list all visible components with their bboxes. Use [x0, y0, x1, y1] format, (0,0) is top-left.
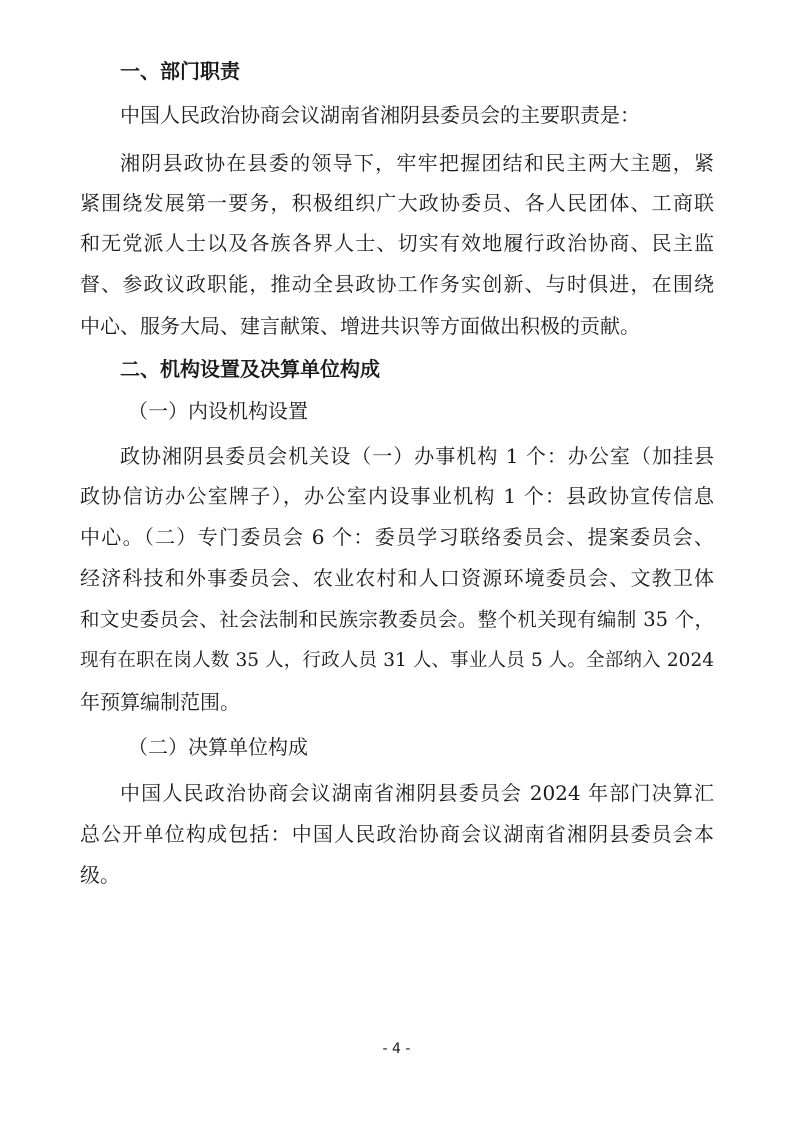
- paragraph-line: 中国人民政治协商会议湖南省湘阴县委员会的主要职责是：: [120, 103, 640, 127]
- paragraph-line: 中国人民政治协商会议湖南省湘阴县委员会 2024 年部门决算汇: [120, 781, 714, 805]
- subsection-heading-budget-units: （二）决算单位构成: [128, 735, 308, 759]
- paragraph-line: 督、参政议政职能，推动全县政协工作务实创新、与时俱进，在围绕: [80, 272, 714, 296]
- paragraph-line: 湘阴县政协在县委的领导下，牢牢把握团结和民主两大主题，紧: [120, 151, 714, 175]
- paragraph-line: 和无党派人士以及各族各界人士、切实有效地履行政治协商、民主监: [80, 231, 714, 255]
- paragraph-line: 年预算编制范围。: [80, 690, 240, 714]
- section-heading-organization: 二、机构设置及决算单位构成: [120, 357, 380, 381]
- page-number: - 4 -: [382, 1041, 411, 1057]
- paragraph-line: 和文史委员会、社会法制和民族宗教委员会。整个机关现有编制 35 个，: [80, 608, 714, 631]
- paragraph-line: 紧围绕发展第一要务，积极组织广大政协委员、各人民团体、工商联: [80, 191, 714, 215]
- paragraph-line: 总公开单位构成包括：中国人民政治协商会议湖南省湘阴县委员会本: [80, 822, 714, 846]
- paragraph-line: 政协湘阴县委员会机关设（一）办事机构 1 个：办公室（加挂县: [120, 444, 714, 468]
- paragraph-line: 中心。（二）专门委员会 6 个：委员学习联络委员会、提案委员会、: [80, 525, 714, 549]
- paragraph-line: 中心、服务大局、建言献策、增进共识等方面做出积极的贡献。: [80, 314, 640, 338]
- paragraph-line: 经济科技和外事委员会、农业农村和人口资源环境委员会、文教卫体: [80, 566, 714, 590]
- subsection-heading-internal-structure: （一）内设机构设置: [128, 399, 308, 423]
- paragraph-line: 政协信访办公室牌子），办公室内设事业机构 1 个：县政协宣传信息: [80, 484, 714, 508]
- section-heading-responsibilities: 一、部门职责: [120, 59, 240, 83]
- paragraph-line: 现有在职在岗人数 35 人，行政人员 31 人、事业人员 5 人。全部纳入 2024: [80, 650, 714, 671]
- paragraph-line: 级。: [80, 863, 120, 887]
